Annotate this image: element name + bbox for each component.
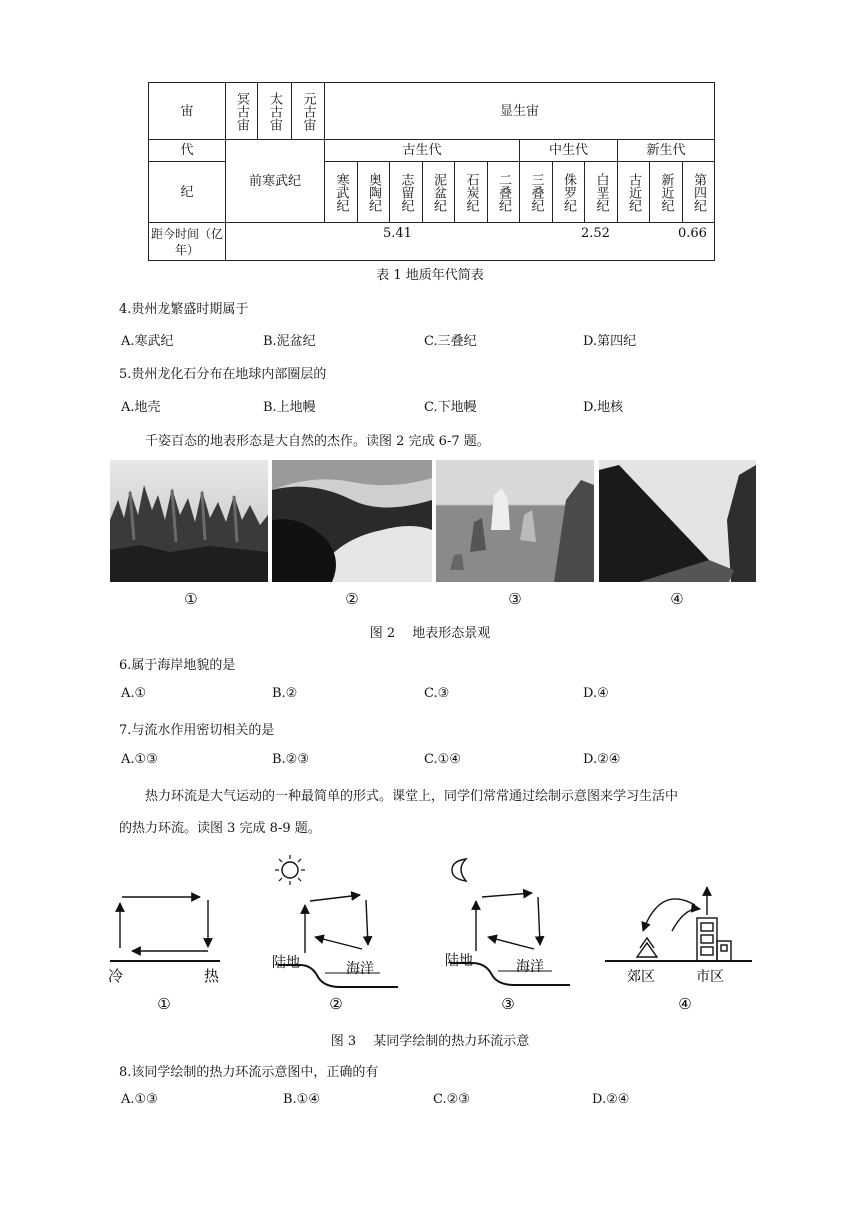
photo-stone-forest: [110, 460, 268, 582]
photo-sea-stacks: [436, 460, 594, 582]
period-cell: 侏罗纪: [561, 172, 576, 212]
fig3-diagrams: [100, 845, 760, 1020]
q5-option-b[interactable]: B.上地幔: [263, 400, 316, 415]
time-066: 0.66: [678, 226, 707, 241]
d2-land-label: 陆地: [272, 955, 300, 971]
q6-option-d[interactable]: D.④: [583, 686, 609, 701]
period-cell: 古近纪: [626, 172, 641, 212]
phanerozoic-eon: 显生宙: [325, 83, 715, 140]
d2-number: ②: [329, 995, 343, 1013]
q5-option-c[interactable]: C.下地幔: [424, 400, 477, 415]
period-cell: 三叠纪: [528, 172, 544, 212]
q4-option-b[interactable]: B.泥盆纪: [263, 334, 316, 349]
period-cell: 第四纪: [691, 172, 707, 212]
q8-stem: 8.该同学绘制的热力环流示意图中，正确的有: [119, 1065, 379, 1080]
q6-stem: 6.属于海岸地貌的是: [119, 658, 236, 673]
q4-option-d[interactable]: D.第四纪: [583, 334, 637, 349]
q6-option-a[interactable]: A.①: [121, 686, 147, 701]
fig2-label-2: ②: [345, 590, 359, 608]
d3-number: ③: [501, 995, 515, 1013]
q6-option-c[interactable]: C.③: [424, 686, 450, 701]
period-cell: 新近纪: [658, 172, 674, 212]
precambrian-cell: 前寒武纪: [226, 140, 325, 223]
fig2-label-3: ③: [508, 590, 522, 608]
q5-option-a[interactable]: A.地壳: [121, 400, 161, 415]
d4-city-label: 市区: [696, 969, 724, 985]
q4-stem: 4.贵州龙繁盛时期属于: [119, 302, 249, 317]
fig2-label-1: ①: [184, 590, 198, 608]
time-252: 2.52: [581, 226, 610, 241]
period-cell: 泥盆纪: [431, 172, 446, 212]
hadean-eon: 冥古宙: [234, 91, 249, 131]
d1-cold-label: 冷: [108, 967, 124, 985]
period-cell: 奥陶纪: [366, 172, 381, 212]
q7-option-d[interactable]: D.②④: [583, 752, 621, 767]
table-caption: 表 1 地质年代简表: [376, 268, 484, 283]
period-cell: 志留纪: [398, 172, 414, 212]
cenozoic-era: 新生代: [618, 140, 715, 162]
era-label: 代: [149, 140, 226, 162]
q6-option-b[interactable]: B.②: [272, 686, 298, 701]
intro-6-7: 千姿百态的地表形态是大自然的杰作。读图 2 完成 6-7 题。: [145, 434, 490, 449]
period-label: 纪: [149, 162, 226, 223]
time-label: 距今时间（亿年）: [149, 223, 226, 261]
period-cell: 寒武纪: [333, 172, 349, 212]
fig2-caption: 图 2 地表形态景观: [369, 626, 491, 641]
d3-sea-label: 海洋: [516, 959, 544, 975]
time-541: 5.41: [383, 226, 412, 241]
proterozoic-eon: 元古宙: [300, 91, 316, 131]
q7-option-a[interactable]: A.①③: [121, 752, 158, 767]
d1-number: ①: [157, 995, 171, 1013]
q8-option-c[interactable]: C.②③: [433, 1092, 470, 1107]
q7-option-b[interactable]: B.②③: [272, 752, 309, 767]
q5-stem: 5.贵州龙化石分布在地球内部圈层的: [119, 367, 327, 382]
geologic-time-table: [148, 82, 715, 261]
period-cell: 白垩纪: [593, 172, 609, 212]
q8-option-a[interactable]: A.①③: [121, 1092, 158, 1107]
archean-eon: 太古宙: [267, 91, 282, 131]
intro-8-9-line1: 热力环流是大气运动的一种最简单的形式。课堂上，同学们常常通过绘制示意图来学习生活中: [145, 789, 679, 804]
q8-option-d[interactable]: D.②④: [592, 1092, 630, 1107]
q8-option-b[interactable]: B.①④: [283, 1092, 320, 1107]
paleozoic-era: 古生代: [325, 140, 520, 162]
time-row: [226, 223, 715, 261]
q4-option-a[interactable]: A.寒武纪: [121, 334, 174, 349]
fig3-caption: 图 3 某同学绘制的热力环流示意: [330, 1034, 530, 1049]
period-cell: 石炭纪: [463, 172, 479, 212]
d4-number: ④: [678, 995, 692, 1013]
q4-option-c[interactable]: C.三叠纪: [424, 334, 477, 349]
photo-gorge-cliff: [599, 460, 756, 582]
mesozoic-era: 中生代: [520, 140, 618, 162]
fig2-label-4: ④: [670, 590, 684, 608]
eon-label: 宙: [149, 83, 226, 140]
q5-option-d[interactable]: D.地核: [583, 400, 624, 415]
q7-stem: 7.与流水作用密切相关的是: [119, 723, 275, 738]
d1-hot-label: 热: [204, 967, 220, 985]
q7-option-c[interactable]: C.①④: [424, 752, 461, 767]
period-cell: 二叠纪: [496, 172, 511, 212]
intro-8-9-line2: 的热力环流。读图 3 完成 8-9 题。: [119, 821, 321, 836]
photo-desert-dunes: [272, 460, 432, 582]
d2-sea-label: 海洋: [346, 961, 374, 977]
d3-land-label: 陆地: [445, 953, 473, 969]
d4-suburb-label: 郊区: [627, 969, 655, 985]
